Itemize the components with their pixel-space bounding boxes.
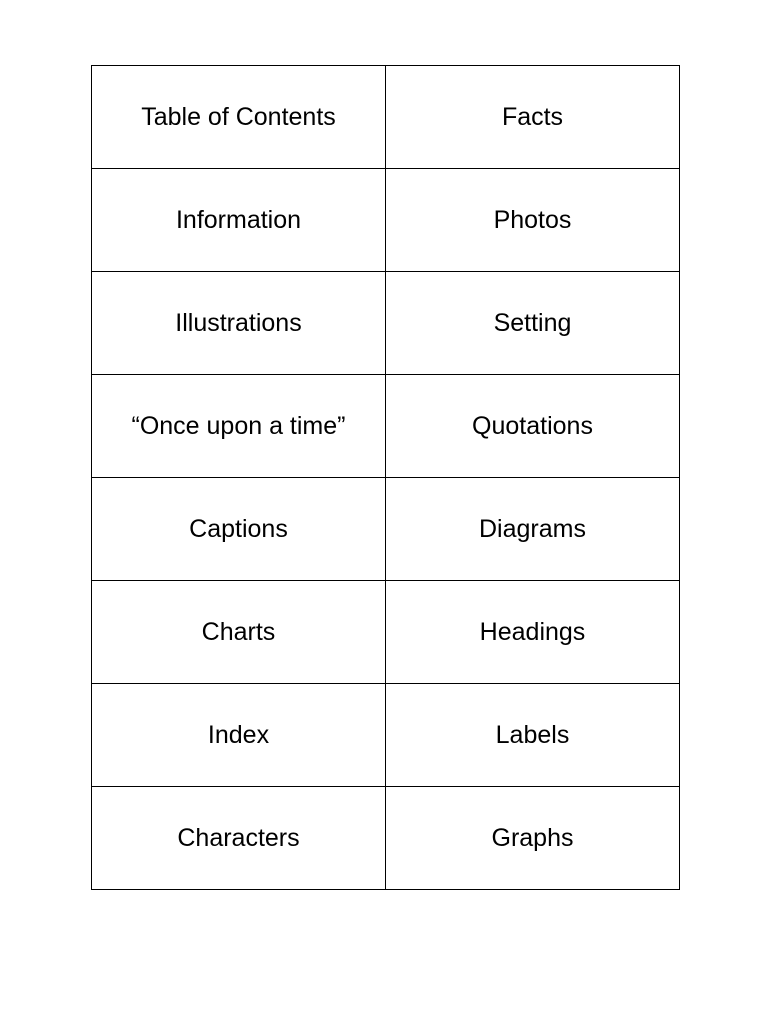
card-cell: Index	[92, 684, 386, 787]
card-cell: Table of Contents	[92, 66, 386, 169]
card-cell: Illustrations	[92, 272, 386, 375]
card-cell: Facts	[386, 66, 680, 169]
card-cell: Information	[92, 169, 386, 272]
card-cell: Headings	[386, 581, 680, 684]
card-cell: Characters	[92, 787, 386, 890]
card-row	[92, 66, 680, 169]
card-row	[92, 272, 680, 375]
card-row	[92, 169, 680, 272]
card-row	[92, 375, 680, 478]
card-row	[92, 684, 680, 787]
card-row	[92, 581, 680, 684]
card-cell: Photos	[386, 169, 680, 272]
card-cell: Graphs	[386, 787, 680, 890]
text-features-card-grid	[91, 65, 680, 890]
card-cell: Captions	[92, 478, 386, 581]
card-row	[92, 478, 680, 581]
card-cell: Setting	[386, 272, 680, 375]
card-cell: Quotations	[386, 375, 680, 478]
card-cell: Labels	[386, 684, 680, 787]
card-cell: Diagrams	[386, 478, 680, 581]
card-cell: “Once upon a time”	[92, 375, 386, 478]
card-cell: Charts	[92, 581, 386, 684]
card-row	[92, 787, 680, 890]
